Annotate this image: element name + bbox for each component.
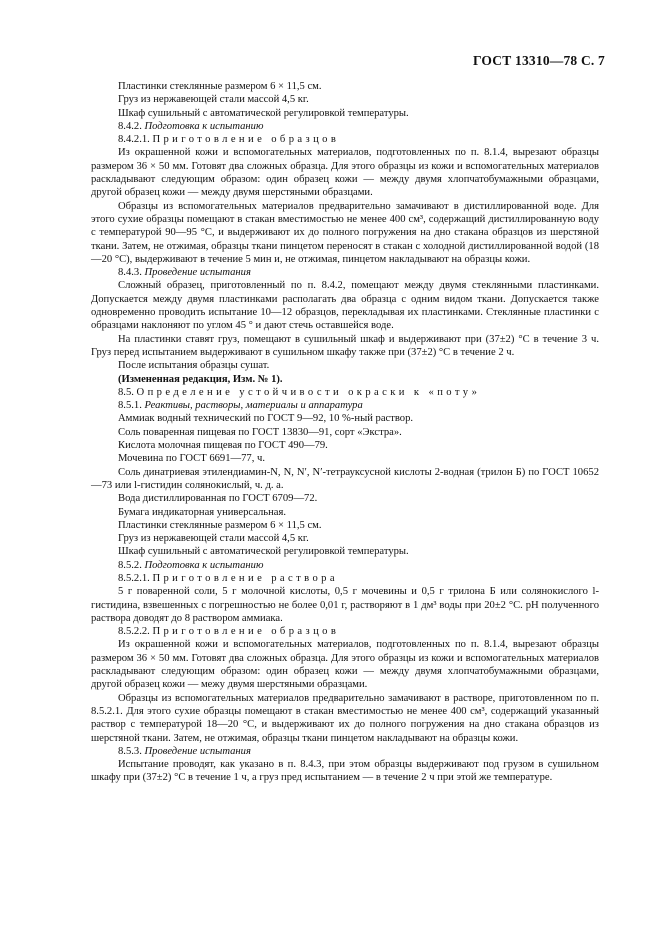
section-heading (91, 120, 599, 133)
section-number: 8.4.2.1. (118, 134, 150, 146)
section-heading (91, 559, 599, 572)
paragraph: Испытание проводят, как указано в п. 8.4.3, при этом образцы выдерживают под грузом в сушильном шкафу при (37±2) °С в течение 1 ч, а груз пред испытанием — в течение 2 ч при этой же температуре. (91, 759, 599, 784)
paragraph: Образцы из вспомогательных материалов предварительно замачивают в дистиллированной воде. Для этого сухие образцы помещают в стакан вместимостью не менее 400 см³, содержащий дистиллированную воду с температурой 90—95 °С, и выдерживают их до полного погружения на дно стакана образцов из шерстяной ткани. Затем, не отжимая, образцы ткани пинцетом переносят в стакан с холодной дистиллированной водой (18—20 °С), выдерживают в течение 5 мин и, не отжимая, пинцетом накладывают на образцы кожи. (91, 200, 599, 265)
section-number: 8.5.1. (118, 400, 142, 412)
section-heading (91, 386, 599, 399)
section-number: 8.4.3. (118, 267, 142, 279)
paragraph: Соль динатриевая этилендиамин-N, N, N′, N′-тетрауксусной кислоты 2-водная (трилон Б) по ГОСТ 10652—73 или l-гистидин солянокислый, ч. д. а. (91, 466, 599, 491)
section-title: Приготовление образцов (152, 626, 340, 638)
section-heading (91, 745, 599, 758)
paragraph: Из окрашенной кожи и вспомогательных материалов, подготовленных по п. 8.1.4, вырезают образцы размером 36 × 50 мм. Готовят два сложных образца. Для этого образцы из кожи и вспомогательных материалов раскладывают следующим образом: один образец кожи — между двумя хлопчатобумажными образцами, другой образец кожи — между двумя шерстяными образцами. (91, 147, 599, 199)
section-title: Проведение испытания (144, 745, 251, 757)
amendment-note: (Измененная редакция, Изм. № 1). (118, 373, 283, 385)
section-title: Проведение испытания (144, 267, 251, 279)
section-heading (91, 572, 599, 585)
paragraph: Образцы из вспомогательных материалов предварительно замачивают в растворе, приготовленном по п. 8.5.2.1. Для этого сухие образцы помещают в стакан вместимостью не менее 400 см³, содержащий указанный раствор с температурой 18—20 °С, и выдерживают их до полного погружения на дно стакана образцов из шерстяной ткани. Затем, не отжимая, образцы ткани пинцетом накладывают на образцы кожи. (91, 692, 599, 744)
paragraph: На пластинки ставят груз, помещают в сушильный шкаф и выдерживают при (37±2) °С в течение 3 ч. Груз перед испытанием выдерживают в сушильном шкафу также при (37±2) °С в течение 2 ч. (91, 333, 599, 358)
section-title: Реактивы, растворы, материалы и аппаратура (144, 400, 363, 412)
section-heading (91, 266, 599, 279)
paragraph: Груз из нержавеющей стали массой 4,5 кг. (118, 533, 309, 545)
section-title: Подготовка к испытанию (144, 559, 264, 571)
paragraph: Сложный образец, приготовленный по п. 8.4.2, помещают между двумя стеклянными пластинками. Допускается между двумя пластинками располагать два образца с одним видом ткани. Допускается также одновременно проводить испытание 10—12 образцов, перекладывая их пластинками. Стеклянные пластинки с образцами наклоняют по углом 45 ° и дают стечь оставшейся воде. (91, 280, 599, 332)
section-number: 8.5. (118, 386, 134, 398)
section-number: 8.4.2. (118, 120, 142, 132)
section-title: Приготовление раствора (152, 572, 338, 584)
section-title: Подготовка к испытанию (144, 120, 264, 132)
section-heading (91, 625, 599, 638)
section-number: 8.5.2.1. (118, 572, 150, 584)
paragraph: Кислота молочная пищевая по ГОСТ 490—79. (118, 440, 328, 452)
paragraph: Пластинки стеклянные размером 6 × 11,5 см. (118, 519, 322, 531)
paragraph: Бумага индикаторная универсальная. (118, 506, 287, 518)
section-title: Приготовление образцов (152, 134, 340, 146)
section-heading (91, 133, 599, 146)
section-number: 8.5.3. (118, 745, 142, 757)
section-number: 8.5.2. (118, 559, 142, 571)
paragraph: Пластинки стеклянные размером 6 × 11,5 см. (118, 81, 322, 92)
paragraph: Из окрашенной кожи и вспомогательных материалов, подготовленных по п. 8.1.4, вырезают образцы размером 36 × 50 мм. Готовят два сложных образца. Для этого образцы из кожи и вспомогательных материалов раскладывают следующим образом: один образец кожи — между двумя хлопчатобумажными образцами, другой образец кожи — межу двумя шерстяными образцами. (91, 639, 599, 691)
paragraph: После испытания образцы сушат. (118, 360, 270, 372)
paragraph: Соль поваренная пищевая по ГОСТ 13830—91, сорт «Экстра». (118, 426, 402, 438)
page-header: ГОСТ 13310—78 С. 7 (472, 53, 605, 68)
paragraph: Мочевина по ГОСТ 6691—77, ч. (118, 453, 265, 465)
paragraph: Шкаф сушильный с автоматической регулировкой температуры. (118, 107, 409, 119)
section-title: Определение устойчивости окраски к «поту» (136, 386, 481, 398)
paragraph: Груз из нержавеющей стали массой 4,5 кг. (118, 94, 309, 106)
paragraph: Вода дистиллированная по ГОСТ 6709—72. (118, 493, 318, 505)
paragraph: 5 г поваренной соли, 5 г молочной кислоты, 0,5 г мочевины и 0,5 г трилона Б или солянокислого l-гистидина, взвешенных с погрешностью не более 0,01 г, растворяют в 1 дм³ воды при 20±2 °С. рН полученного раствора доводят до 8 раствором аммиака. (91, 586, 599, 624)
paragraph: Аммиак водный технический по ГОСТ 9—92, 10 %-ный раствор. (118, 413, 414, 425)
section-number: 8.5.2.2. (118, 626, 150, 638)
paragraph: Шкаф сушильный с автоматической регулировкой температуры. (118, 546, 409, 558)
section-heading (91, 399, 599, 412)
document-body (91, 80, 599, 785)
